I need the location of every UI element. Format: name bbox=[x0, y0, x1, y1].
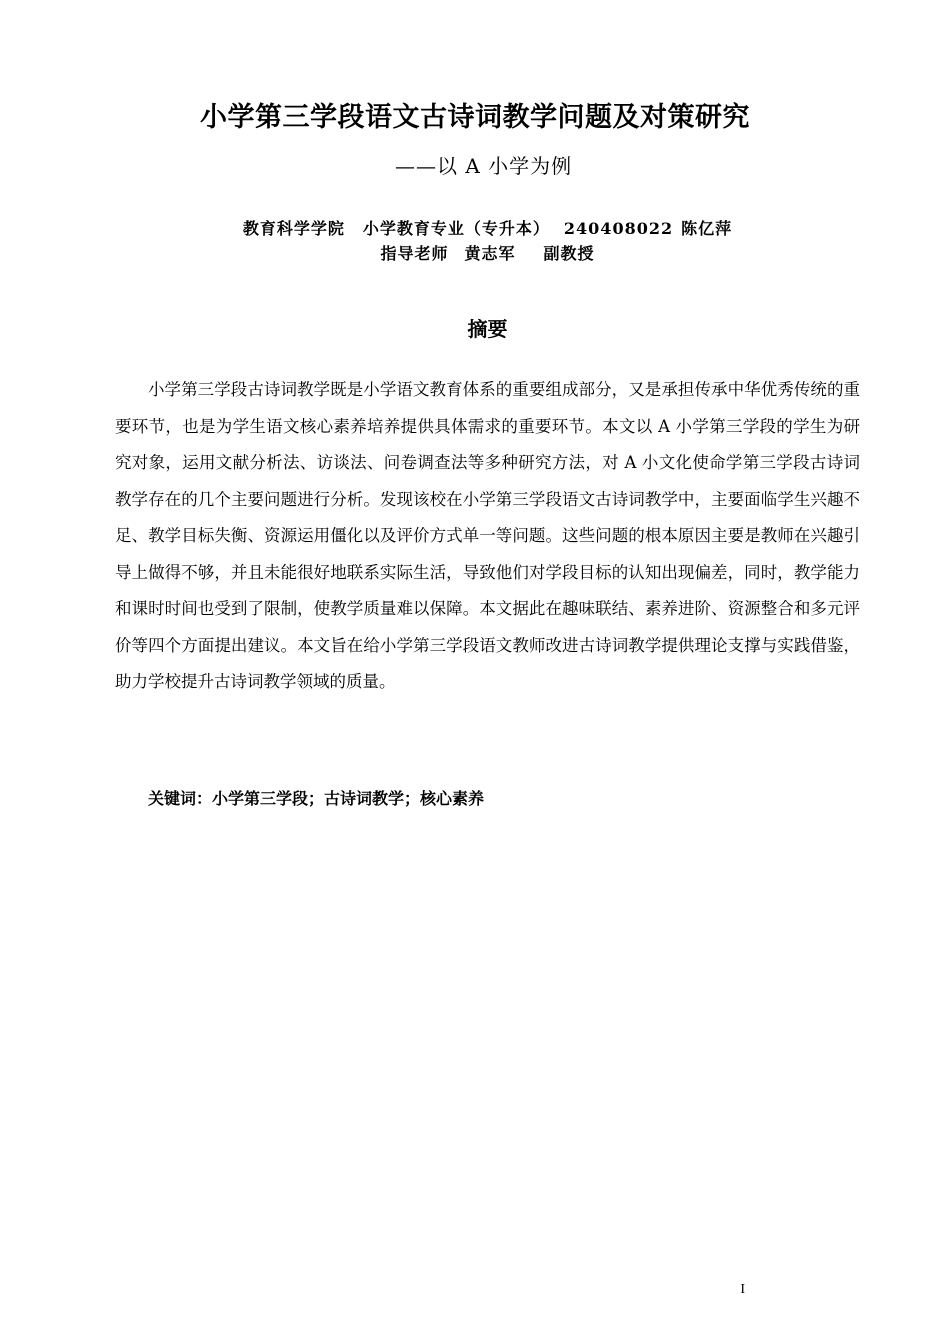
advisor-title: 副教授 bbox=[543, 244, 595, 263]
major-name: 小学教育专业（专升本） bbox=[362, 219, 550, 238]
keywords-label: 关键词： bbox=[148, 789, 213, 808]
advisor-label: 指导老师 bbox=[380, 244, 449, 263]
paper-subtitle: ——以 A 小学为例 bbox=[395, 154, 573, 178]
advisor-name: 黄志军 bbox=[464, 244, 516, 263]
abstract-heading: 摘要 bbox=[467, 317, 508, 341]
author-info bbox=[0, 217, 950, 241]
student-name: 陈亿萍 bbox=[681, 219, 733, 238]
student-id: 240408022 bbox=[563, 219, 674, 238]
keywords-items: 小学第三学段；古诗词教学；核心素养 bbox=[212, 789, 485, 808]
paper-title: 小学第三学段语文古诗词教学问题及对策研究 bbox=[200, 102, 750, 133]
college-name: 教育科学学院 bbox=[242, 219, 345, 238]
keywords-line bbox=[148, 784, 484, 814]
page-number: I bbox=[740, 1282, 745, 1297]
abstract-body: 小学第三学段古诗词教学既是小学语文教育体系的重要组成部分，又是承担传承中华优秀传统的重要环节，也是为学生语文核心素养培养提供具体需求的重要环节。本文以 A 小学第三学段的学生为研究对象，运用文献分析法、访谈法、问卷调查法等多种研究方法，对 A 小文化使命学第三学段古诗词教学存在的几个主要问题进行分析。发现该校在小学第三学段语文古诗词教学中，主要面临学生兴趣不足、教学目标失衡、资源运用僵化以及评价方式单一等问题。这些问题的根本原因主要是教师在兴趣引导上做得不够，并且未能很好地联系实际生活，导致他们对学段目标的认知出现偏差，同时，教学能力和课时时间也受到了限制，使教学质量难以保障。本文据此在趣味联结、素养进阶、资源整合和多元评价等四个方面提出建议。本文旨在给小学第三学段语文教师改进古诗词教学提供理论支撑与实践借鉴，助力学校提升古诗词教学领域的质量。 bbox=[115, 380, 860, 691]
advisor-info bbox=[0, 242, 950, 266]
